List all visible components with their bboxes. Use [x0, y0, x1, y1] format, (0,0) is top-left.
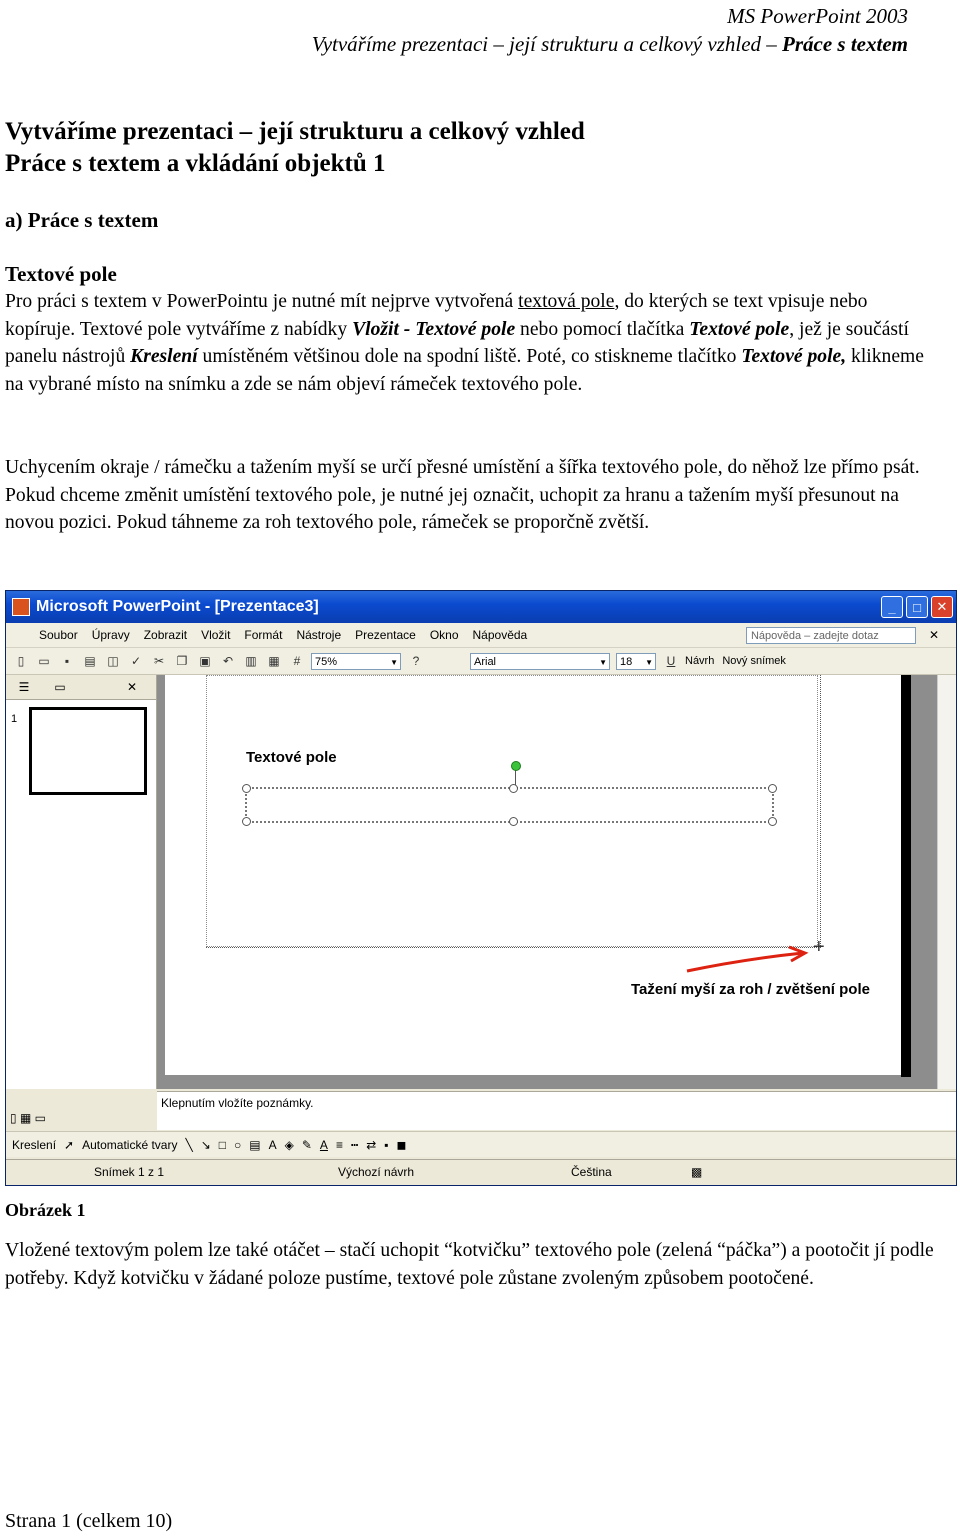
- rotation-handle[interactable]: [511, 761, 521, 771]
- select-pointer-icon[interactable]: ➚: [64, 1137, 75, 1152]
- paste-icon[interactable]: ▣: [199, 654, 211, 668]
- new-icon[interactable]: ▯: [17, 654, 25, 668]
- resize-handle-s[interactable]: [509, 817, 518, 826]
- header-line2-prefix: Vytváříme prezentaci – její strukturu a celkový vzhled –: [311, 32, 777, 56]
- slide-thumbnail[interactable]: [29, 707, 147, 795]
- font-select[interactable]: Arial ▼: [470, 653, 610, 670]
- figure-caption: Obrázek 1: [5, 1200, 86, 1220]
- line-icon[interactable]: ╲: [185, 1137, 193, 1152]
- menu-zobrazit[interactable]: Zobrazit: [143, 628, 188, 642]
- notes-placeholder: Klepnutím vložíte poznámky.: [161, 1096, 314, 1110]
- p1-bold-3: Kreslení: [130, 346, 198, 368]
- powerpoint-window: [5, 590, 957, 1186]
- chart-icon[interactable]: ▥: [245, 654, 257, 668]
- open-icon[interactable]: ▭: [38, 654, 50, 668]
- p1-text-6: klikneme na vybrané místo na snímku a zde se nám objeví rámeček textového pole.: [5, 346, 924, 395]
- close-document-icon[interactable]: ✕: [928, 628, 939, 642]
- status-design: Výchozí návrh: [338, 1165, 415, 1179]
- header-line1: MS PowerPoint 2003: [727, 4, 908, 28]
- drag-annotation: Tažení myší za roh / zvětšení pole: [631, 981, 870, 998]
- new-slide-button[interactable]: Nový snímek: [722, 655, 786, 667]
- slide-thumb-number: 1: [11, 713, 18, 725]
- rectangle-icon[interactable]: □: [218, 1137, 227, 1152]
- title-line2: Práce s textem a vkládání objektů 1: [5, 150, 386, 177]
- drawing-toolbar: [6, 1131, 957, 1157]
- 3d-icon[interactable]: ◼: [396, 1137, 407, 1152]
- menu-bar: [6, 623, 956, 648]
- zoom-select[interactable]: 75% ▼: [311, 653, 401, 670]
- red-arrow-icon: [685, 945, 815, 975]
- table-icon[interactable]: ▦: [268, 654, 280, 668]
- oval-icon[interactable]: ○: [234, 1137, 242, 1152]
- status-language: Čeština: [571, 1165, 612, 1179]
- paragraph-1: [5, 288, 940, 398]
- p1-bold-4: Textové pole,: [741, 346, 847, 368]
- font-color-icon[interactable]: A: [319, 1137, 328, 1152]
- pane-tabs: [6, 675, 156, 700]
- header-line2: [312, 30, 908, 58]
- copy-icon[interactable]: ❐: [176, 654, 188, 668]
- page-title: [5, 116, 585, 180]
- close-icon[interactable]: ✕: [931, 596, 953, 618]
- slide-editing-area: [157, 675, 938, 1089]
- pane-close-icon[interactable]: ✕: [126, 680, 138, 694]
- menu-upravy[interactable]: Úpravy: [91, 628, 130, 642]
- status-bar: [6, 1159, 957, 1186]
- menu-napoveda[interactable]: Nápověda: [472, 628, 528, 642]
- p1-text-3: nebo pomocí tlačítka: [515, 318, 690, 340]
- paragraph-3: Vložené textovým polem lze také otáčet – stačí uchopit “kotvičku” textového pole (zelená “páčka”) a pootočit jí podle potřeby. Když kotvičku v žádané poloze pustíme, textové pole zůstane zvoleným způsobem pootočené.: [5, 1240, 934, 1289]
- crosshair-cursor-icon: +: [813, 936, 825, 958]
- vertical-scrollbar[interactable]: [937, 675, 956, 1089]
- spelling-status-icon: ▩: [691, 1165, 703, 1179]
- cut-icon[interactable]: ✂: [153, 654, 165, 668]
- section-heading: a) Práce s textem: [5, 208, 159, 232]
- resize-handle-nw[interactable]: [242, 784, 251, 793]
- menu-soubor[interactable]: Soubor: [39, 628, 78, 642]
- p1-bold-1: Vložit - Textové pole: [352, 318, 516, 340]
- grid-icon[interactable]: #: [293, 654, 301, 668]
- design-button[interactable]: Návrh: [685, 655, 715, 667]
- preview-icon[interactable]: ◫: [107, 654, 119, 668]
- underline-icon[interactable]: U: [666, 654, 676, 668]
- menu-vlozit[interactable]: Vložit: [201, 628, 231, 642]
- page-header: [312, 2, 908, 58]
- subsection-heading: Textové pole: [5, 262, 117, 286]
- menu-prezentace[interactable]: Prezentace: [355, 628, 416, 642]
- p1-text-2: , do kterých se text vpisuje nebo kopíruje. Textové pole vytváříme z nabídky: [5, 291, 868, 340]
- slide-canvas[interactable]: [165, 675, 901, 1075]
- slides-pane: [6, 675, 157, 1089]
- maximize-icon[interactable]: □: [906, 596, 928, 618]
- text-box[interactable]: [245, 787, 774, 823]
- p1-text-1: Pro práci s textem v PowerPointu je nutné mít nejprve vytvořená: [5, 291, 519, 312]
- textbox-label: Textové pole: [246, 749, 337, 766]
- p1-text-4: , jež je součástí panelu nástrojů: [5, 318, 909, 368]
- help-search-input[interactable]: Nápověda – zadejte dotaz: [746, 627, 916, 644]
- font-size-select[interactable]: 18 ▼: [616, 653, 656, 670]
- shadow-icon[interactable]: ▪: [384, 1137, 389, 1152]
- p1-link[interactable]: textová pole: [518, 291, 615, 312]
- spelling-icon[interactable]: ✓: [130, 654, 142, 668]
- notes-pane[interactable]: [157, 1091, 957, 1130]
- slide-shadow: [901, 675, 911, 1077]
- print-icon[interactable]: ▤: [84, 654, 96, 668]
- help-icon[interactable]: ?: [412, 654, 420, 668]
- outline-tab-icon[interactable]: ☰: [18, 680, 30, 694]
- menu-nastroje[interactable]: Nástroje: [296, 628, 342, 642]
- window-title: Microsoft PowerPoint - [Prezentace3]: [36, 598, 319, 615]
- textbox-tool-icon[interactable]: ▤: [249, 1137, 261, 1152]
- standard-toolbar: [6, 648, 956, 675]
- menu-okno[interactable]: Okno: [429, 628, 459, 642]
- resize-handle-se[interactable]: [768, 817, 777, 826]
- line-color-icon[interactable]: ✎: [301, 1137, 312, 1152]
- window-titlebar: [6, 591, 956, 623]
- fill-color-icon[interactable]: ◈: [284, 1137, 294, 1152]
- page-footer: Strana 1 (celkem 10): [5, 1510, 173, 1532]
- draw-menu-button[interactable]: Kreslení: [12, 1137, 57, 1152]
- minimize-icon[interactable]: _: [881, 596, 903, 618]
- arrow-style-icon[interactable]: ⇄: [366, 1137, 377, 1152]
- header-line2-bold: Práce s textem: [782, 32, 908, 56]
- slides-tab-icon[interactable]: ▭: [54, 680, 66, 694]
- wordart-icon[interactable]: A: [268, 1137, 277, 1152]
- normal-view-icon[interactable]: ▯ ▦ ▭: [10, 1111, 46, 1125]
- resize-handle-ne[interactable]: [768, 784, 777, 793]
- line-style-icon[interactable]: ≡: [335, 1137, 343, 1152]
- status-slide: Snímek 1 z 1: [94, 1165, 165, 1179]
- p1-bold-2: Textové pole: [689, 318, 790, 340]
- view-buttons: [6, 1091, 156, 1129]
- autoshapes-button[interactable]: Automatické tvary: [82, 1137, 178, 1152]
- paragraph-2: Uchycením okraje / rámečku a tažením myší se určí přesné umístění a šířka textového pole, do něhož lze přímo psát. Pokud chceme změnit umístění textového pole, je nutné jej označit, uchopit za hranu a tažením myší přesunout na novou pozici. Pokud táhneme za roh textového pole, rámeček se proporčně zvětší.: [5, 457, 920, 534]
- arrow-icon[interactable]: ↘: [200, 1137, 211, 1152]
- p1-text-5: umístěném většinou dole na spodní liště. Poté, co stiskneme tlačítko: [197, 346, 742, 368]
- powerpoint-app-icon: [12, 598, 30, 616]
- save-icon[interactable]: ▪: [64, 654, 70, 668]
- undo-icon[interactable]: ↶: [222, 654, 234, 668]
- dash-style-icon[interactable]: ┅: [350, 1137, 359, 1152]
- menu-format[interactable]: Formát: [244, 628, 283, 642]
- title-line1: Vytváříme prezentaci – její strukturu a celkový vzhled: [5, 118, 585, 145]
- resize-handle-n[interactable]: [509, 784, 518, 793]
- resize-handle-sw[interactable]: [242, 817, 251, 826]
